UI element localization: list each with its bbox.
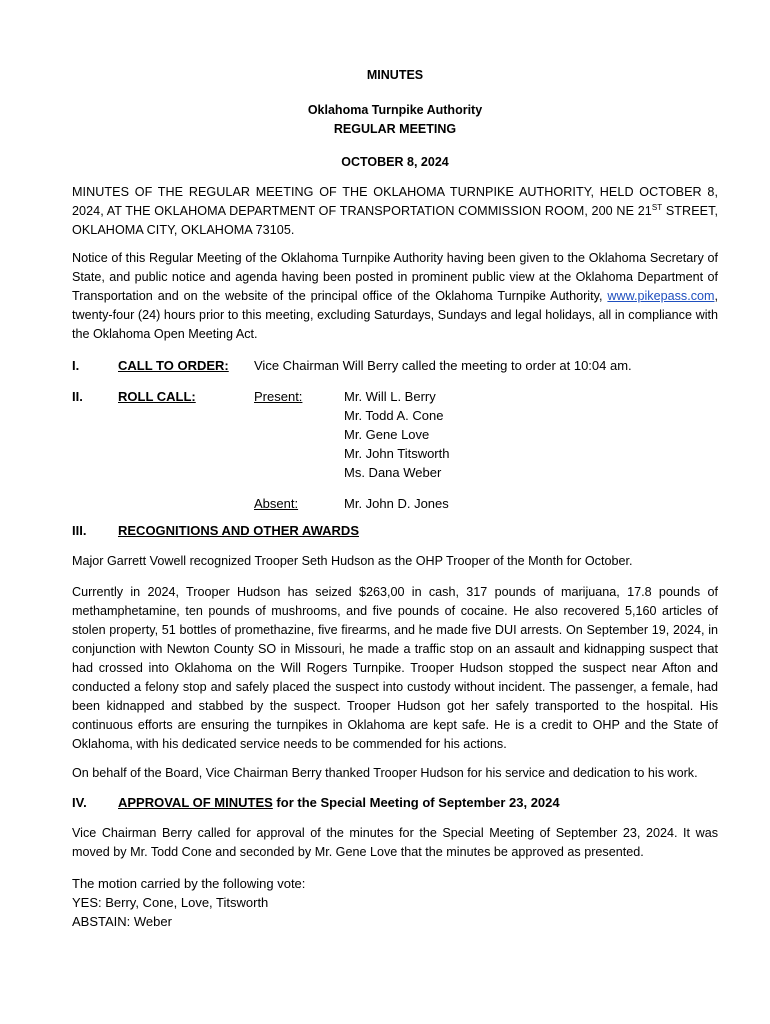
- intro-paragraph: [72, 183, 718, 240]
- vote-yes: YES: Berry, Cone, Love, Titsworth: [72, 895, 269, 910]
- meeting-type: REGULAR MEETING: [333, 122, 457, 136]
- board-thanks-paragraph: On behalf of the Board, Vice Chairman Berry thanked Trooper Hudson for his service and dedication to his work.: [72, 766, 698, 780]
- section-roll-call: [72, 387, 718, 527]
- present-name: Mr. Todd A. Cone: [344, 408, 444, 423]
- absent-label: Absent:: [254, 496, 299, 511]
- present-name: Ms. Dana Weber: [344, 465, 442, 480]
- section-number: I.: [72, 358, 80, 373]
- section-approval-of-minutes: [72, 793, 718, 812]
- present-name: Mr. Gene Love: [344, 427, 430, 442]
- document-page: [72, 64, 718, 931]
- present-name: Mr. Will L. Berry: [344, 389, 436, 404]
- call-to-order-text: Vice Chairman Will Berry called the meeting to order at 10:04 am.: [254, 358, 632, 373]
- present-name: Mr. John Titsworth: [344, 446, 450, 461]
- notice-text: Notice of this Regular Meeting of the Oklahoma Turnpike Authority having been given to the Oklahoma Secretary of State, and public notice and agenda having been posted in prominent public view at the Oklahoma Department of Transportation and on the website of the principal office of the Oklahoma Turnpike Authority,: [72, 251, 718, 303]
- notice-text-end: , twenty-four (24) hours prior to this meeting, excluding Saturdays, Sundays and legal holidays, all in compliance with the Oklahoma Open Meeting Act.: [72, 289, 718, 341]
- intro-superscript: ST: [651, 202, 663, 212]
- section-heading: CALL TO ORDER:: [118, 358, 229, 373]
- section-number: II.: [72, 389, 83, 404]
- absent-name: Mr. John D. Jones: [344, 496, 449, 511]
- section-number: III.: [72, 523, 87, 538]
- pikepass-link[interactable]: www.pikepass.com: [607, 289, 715, 303]
- recognition-paragraph: Major Garrett Vowell recognized Trooper Seth Hudson as the OHP Trooper of the Month for October.: [72, 554, 633, 568]
- notice-paragraph: [72, 249, 718, 344]
- intro-text-end: STREET, OKLAHOMA CITY, OKLAHOMA 73105.: [72, 204, 718, 237]
- recognition-details-paragraph: Currently in 2024, Trooper Hudson has seized $263,00 in cash, 317 pounds of marijuana, 17.8 pounds of methamphetamine, ten pounds of mushrooms, and five pounds of cocaine. He also recovered 5,160 articles of stolen property, 51 bottles of promethazine, five firearms, and he made five DUI arrests. On September 19, 2024, in conjunction with Newton County SO in Missouri, he made a traffic stop on an assault and kidnapping suspect that had crossed into Oklahoma on the Will Rogers Turnpike. Trooper Hudson stopped the suspect near Afton and conducted a felony stop and safely placed the suspect into custody without incident. The passenger, a female, had been kidnapped and stabbed by the suspect. Trooper Hudson got her safely transported to the hospital. His continuous efforts are ensuring the turnpikes in Oklahoma are kept safe. He is a credit to OHP and the State of Oklahoma, with his dedicated service needs to be commended for his actions.: [72, 585, 718, 751]
- section-heading: ROLL CALL:: [118, 389, 196, 404]
- vote-record: [72, 874, 718, 931]
- present-names-list: [344, 387, 449, 482]
- vote-abstain: ABSTAIN: Weber: [72, 914, 172, 929]
- approval-paragraph: Vice Chairman Berry called for approval of the minutes for the Special Meeting of September 23, 2024. It was moved by Mr. Todd Cone and seconded by Mr. Gene Love that the minutes be approved as presented.: [72, 826, 718, 859]
- document-title: MINUTES: [366, 68, 424, 82]
- organization-name: Oklahoma Turnpike Authority: [307, 103, 483, 117]
- intro-text: MINUTES OF THE REGULAR MEETING OF THE OKLAHOMA TURNPIKE AUTHORITY, HELD OCTOBER 8, 2024, AT THE OKLAHOMA DEPARTMENT OF TRANSPORTATION COMMISSION ROOM, 200 NE 21: [72, 185, 718, 218]
- meeting-date: OCTOBER 8, 2024: [341, 155, 449, 169]
- section-heading: APPROVAL OF MINUTES for the Special Meeting of September 23, 2024: [118, 795, 560, 810]
- section-heading: RECOGNITIONS AND OTHER AWARDS: [118, 523, 359, 538]
- present-label: Present:: [254, 389, 303, 404]
- section-recognitions: [72, 521, 718, 540]
- section-number: IV.: [72, 795, 87, 810]
- vote-intro: The motion carried by the following vote:: [72, 876, 306, 891]
- section-call-to-order: [72, 356, 718, 375]
